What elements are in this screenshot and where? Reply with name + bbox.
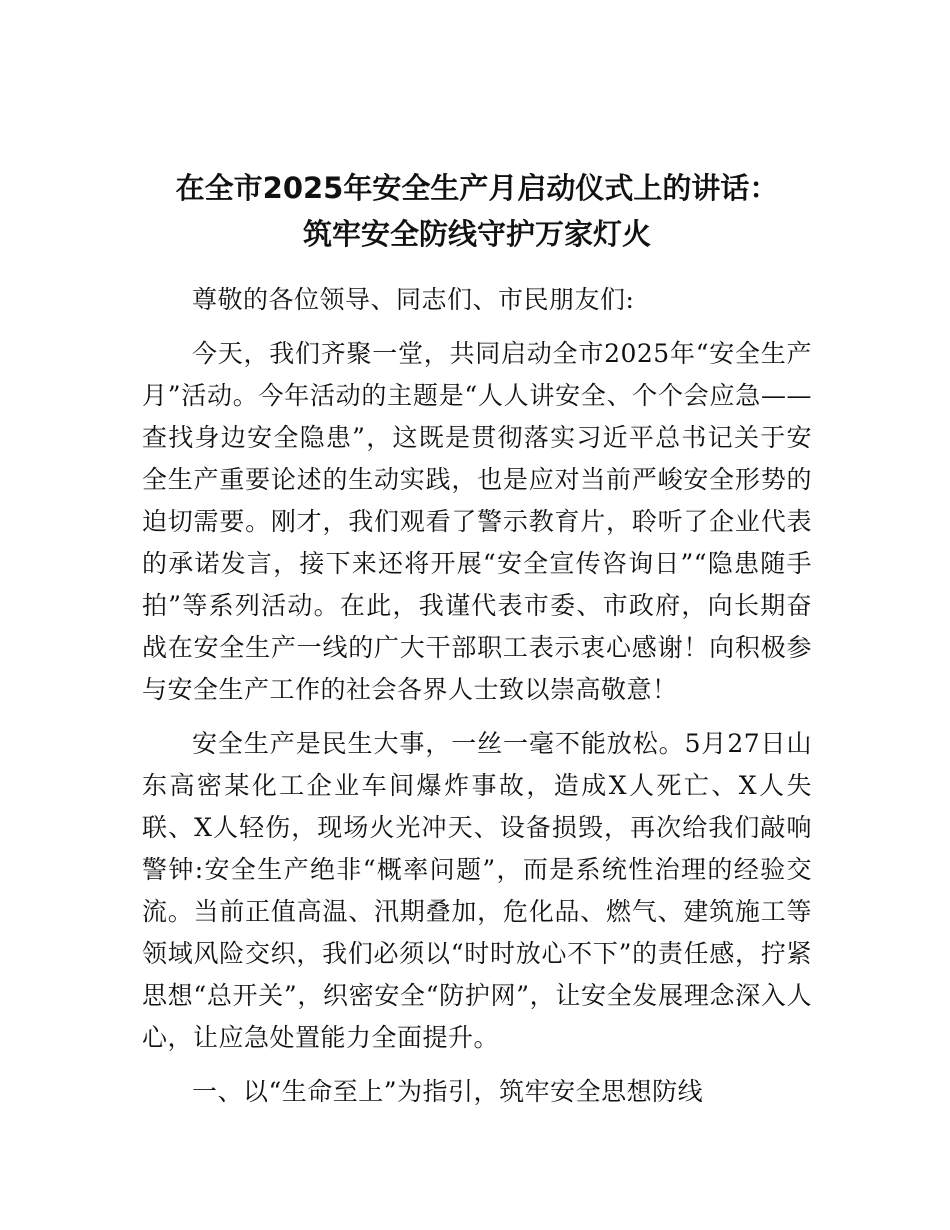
- document-title: [142, 165, 812, 257]
- paragraph-safety-warning: 安全生产是民生大事，一丝一毫不能放松。5月27日山东高密某化工企业车间爆炸事故，造成X人死亡、X人失联、X人轻伤，现场火光冲天、设备损毁，再次给我们敲响警钟:安全生产绝非“概率问题”，而是系统性治理的经验交流。当前正值高温、汛期叠加，危化品、燃气、建筑施工等领域风险交织，我们必须以“时时放心不下”的责任感，拧紧思想“总开关”，织密安全“防护网”，让安全发展理念深入人心，让应急处置能力全面提升。: [142, 729, 812, 1052]
- salutation: 尊敬的各位领导、同志们、市民朋友们:: [192, 285, 635, 314]
- paragraph-opening: 今天，我们齐聚一堂，共同启动全市2025年“安全生产月”活动。今年活动的主题是“人人讲安全、个个会应急——查找身边安全隐患”，这既是贯彻落实习近平总书记关于安全生产重要论述的生动实践，也是应对当前严峻安全形势的迫切需要。刚才，我们观看了警示教育片，聆听了企业代表的承诺发言，接下来还将开展“安全宣传咨询日”“隐患随手拍”等系列活动。在此，我谨代表市委、市政府，向长期奋战在安全生产一线的广大干部职工表示衷心感谢！向积极参与安全生产工作的社会各界人士致以崇高敬意！: [142, 339, 812, 704]
- title-line-1: 在全市2025年安全生产月启动仪式上的讲话：: [175, 171, 779, 205]
- document-body: [142, 165, 812, 1113]
- section-heading-1: 一、以“生命至上”为指引，筑牢安全思想防线: [192, 1077, 704, 1106]
- title-line-2: 筑牢安全防线守护万家灯火: [302, 217, 651, 251]
